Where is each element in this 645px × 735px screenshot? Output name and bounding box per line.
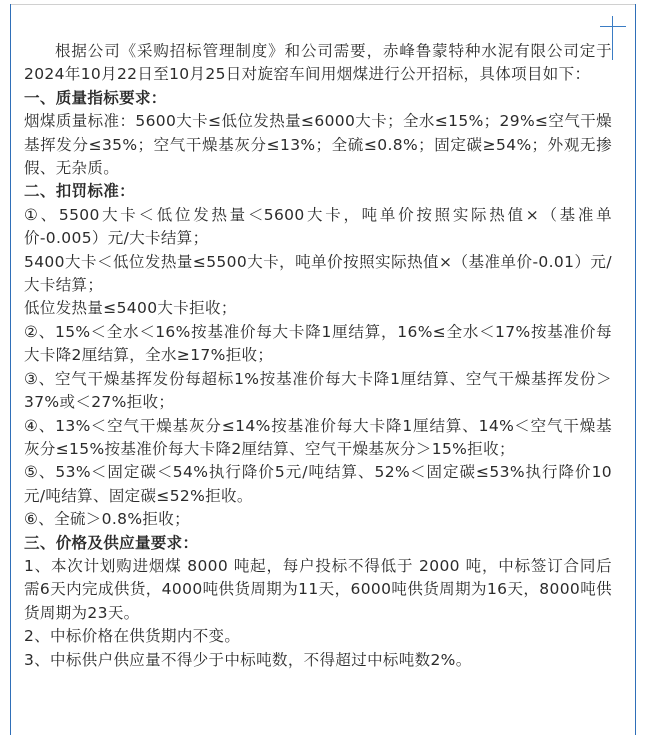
- penalty-item-calorific-2: 5400大卡＜低位发热量≤5500大卡，吨单价按照实际热值×（基准单价-0.01）元/大卡结算；: [24, 252, 612, 295]
- intro-paragraph: 根据公司《采购招标管理制度》和公司需要，赤峰鲁蒙特种水泥有限公司定于2024年10月22日至10月25日对旋窑车间用烟煤进行公开招标，具体项目如下：: [24, 42, 612, 84]
- penalty-item-calorific-1: ①、5500大卡＜低位发热量＜5600大卡，吨单价按照实际热值×（基准单价-0.005）元/大卡结算；: [24, 205, 612, 248]
- supply-item-quantity: 1、本次计划购进烟煤 8000 吨起，每户投标不得低于 2000 吨，中标签订合同后需6天内完成供货，4000吨供货周期为11天，6000吨供货周期为16天，8000吨供货周期为23天。: [24, 556, 612, 622]
- penalty-item-ash: ④、13%＜空气干燥基灰分≤14%按基准价每大卡降1厘结算、14%＜空气干燥基灰分≤15%按基准价每大卡降2厘结算、空气干燥基灰分＞15%拒收；: [24, 416, 612, 458]
- quality-standard-paragraph: 烟煤质量标准：5600大卡≤低位发热量≤6000大卡；全水≤15%；29%≤空气干燥基挥发分≤35%；空气干燥基灰分≤13%；全硫≤0.8%；固定碳≥54%；外观无掺假、无杂质。: [24, 112, 612, 178]
- supply-item-limit: 3、中标供户供应量不得少于中标吨数，不得超过中标吨数2%。: [24, 650, 472, 669]
- penalty-item-volatile: ③、空气干燥基挥发份每超标1%按基准价每大卡降1厘结算、空气干燥基挥发份＞37%或＜27%拒收；: [24, 369, 612, 412]
- penalty-item-calorific-reject: 低位发热量≤5400大卡拒收；: [24, 299, 237, 318]
- announcement-body: [24, 40, 612, 672]
- frame-right-border: [635, 4, 636, 735]
- frame-left-border: [10, 4, 11, 735]
- corner-crosshair-horizontal: [600, 26, 626, 27]
- penalty-item-moisture: ②、15%＜全水＜16%按基准价每大卡降1厘结算，16%≤全水＜17%按基准价每大卡降2厘结算，全水≥17%拒收；: [24, 322, 612, 365]
- frame-top-border: [10, 4, 636, 5]
- section-heading-price-supply: 三、价格及供应量要求：: [24, 533, 199, 552]
- supply-item-price: 2、中标价格在供货期内不变。: [24, 627, 241, 646]
- penalty-item-sulfur: ⑥、全硫＞0.8%拒收；: [24, 510, 190, 529]
- section-heading-quality: 一、质量指标要求：: [24, 88, 167, 107]
- section-heading-penalty: 二、扣罚标准：: [24, 182, 135, 201]
- corner-crosshair-vertical: [612, 16, 613, 60]
- penalty-item-fixed-carbon: ⑤、53%＜固定碳＜54%执行降价5元/吨结算、52%＜固定碳≤53%执行降价10元/吨结算、固定碳≤52%拒收。: [24, 463, 612, 505]
